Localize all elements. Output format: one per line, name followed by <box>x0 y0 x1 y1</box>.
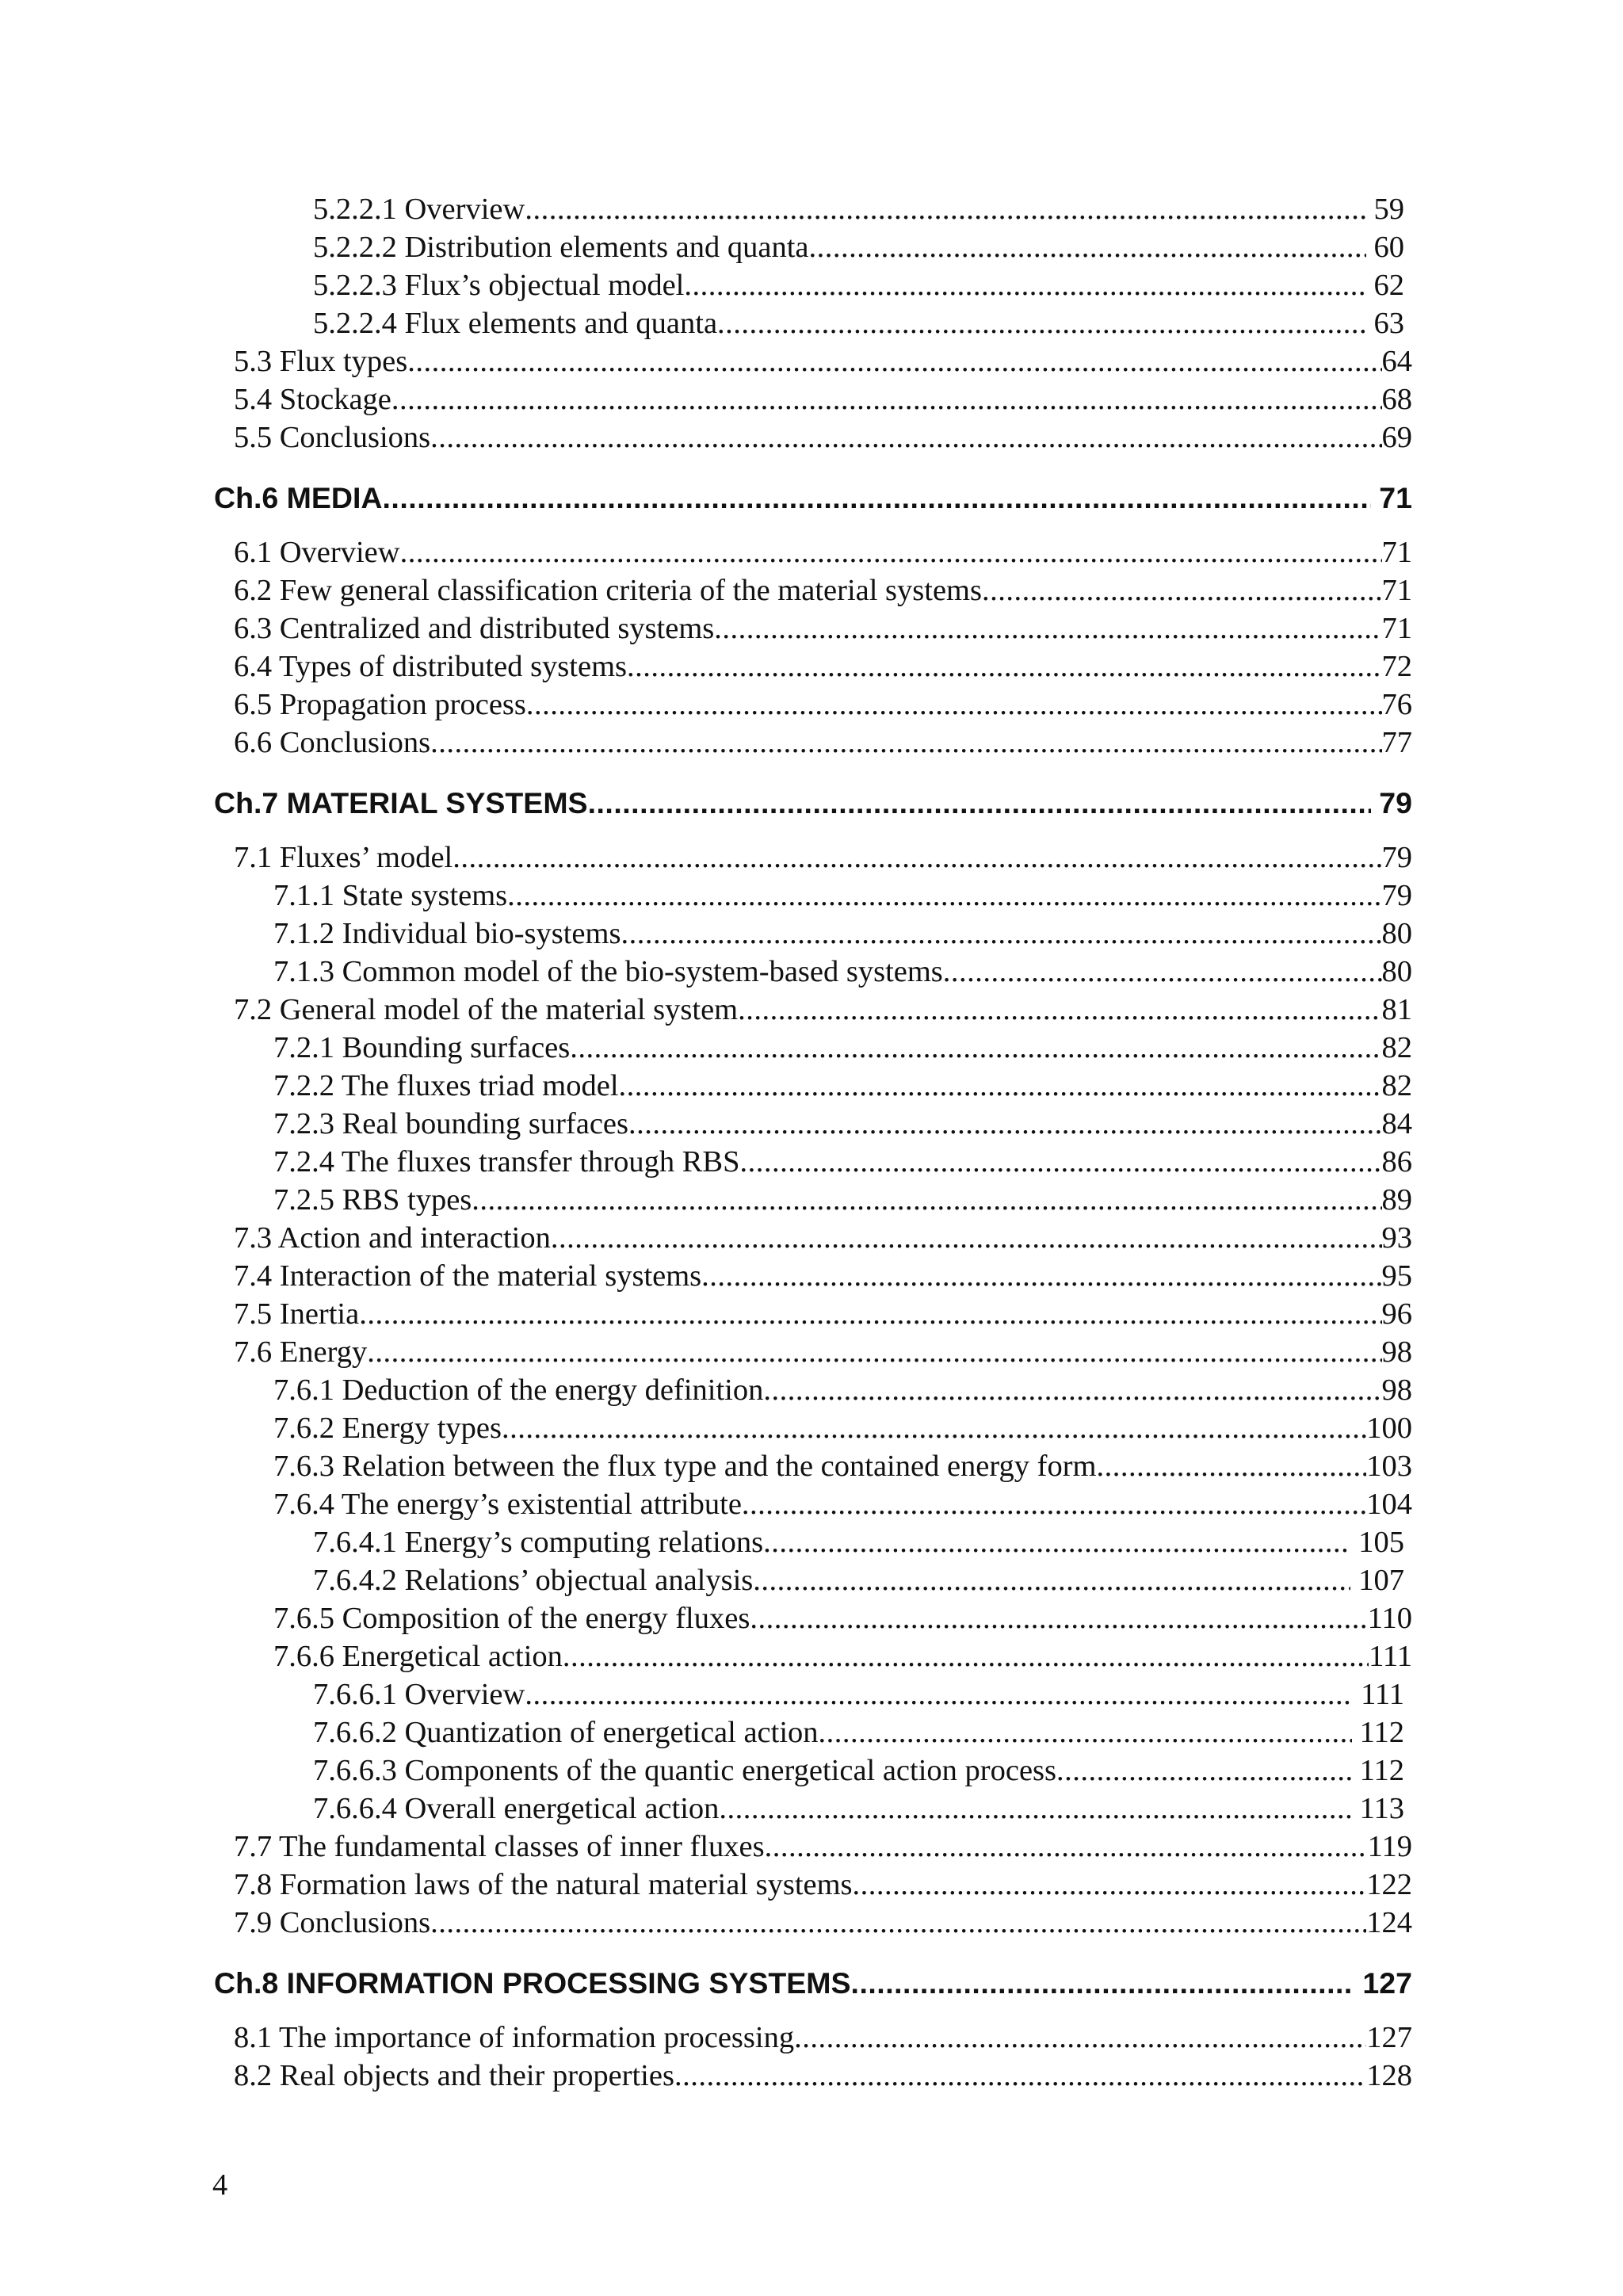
toc-entry <box>273 1637 1412 1675</box>
toc-entry <box>234 380 1412 418</box>
toc-entry-title: Ch.7 MATERIAL SYSTEMS <box>214 786 588 819</box>
toc-entry <box>234 1904 1412 1942</box>
toc-entry <box>273 1067 1412 1105</box>
toc-dot-leader <box>753 1561 1350 1599</box>
toc-dot-leader <box>525 1675 1353 1713</box>
toc-entry-page: 124 <box>1366 1906 1412 1939</box>
toc-entry-page: 111 <box>1361 1678 1404 1711</box>
toc-dot-leader <box>674 2057 1366 2095</box>
toc-dot-leader <box>563 1637 1369 1675</box>
toc-entry-title: 7.4 Interaction of the material systems <box>234 1259 702 1293</box>
toc-entry-title: 5.3 Flux types <box>234 345 408 378</box>
toc-dot-leader <box>400 533 1382 571</box>
toc-entry-title: 7.8 Formation laws of the natural material systems <box>234 1868 853 1901</box>
toc-entry-title: 7.6.6.3 Components of the quantic energetical action process <box>313 1754 1057 1787</box>
toc-entry-title: Ch.8 INFORMATION PROCESSING SYSTEMS <box>214 1966 851 2000</box>
toc-entry <box>313 266 1404 304</box>
toc-entry-title: 7.1.2 Individual bio-systems <box>273 917 621 950</box>
toc-entry <box>313 1713 1404 1752</box>
toc-dot-leader <box>809 228 1366 266</box>
toc-entry <box>273 953 1412 991</box>
toc-chapter-heading <box>214 1964 1412 2002</box>
toc-entry-page: 60 <box>1373 231 1404 264</box>
toc-entry-page: 107 <box>1358 1564 1404 1597</box>
toc-dot-leader <box>525 190 1365 228</box>
toc-entry-page: 112 <box>1359 1716 1404 1749</box>
toc-entry-title: 7.6.3 Relation between the flux type and the contained energy form <box>273 1450 1097 1483</box>
toc-dot-leader <box>507 877 1381 915</box>
toc-entry-page: 112 <box>1359 1754 1404 1787</box>
toc-entry <box>313 1523 1404 1561</box>
toc-entry-page: 59 <box>1373 193 1404 226</box>
toc-entry <box>234 1333 1412 1371</box>
toc-entry-page: 86 <box>1381 1145 1412 1179</box>
toc-entry-page: 122 <box>1366 1868 1412 1901</box>
table-of-contents <box>214 190 1412 2095</box>
toc-chapter-heading <box>214 784 1412 822</box>
toc-dot-leader <box>739 1143 1381 1181</box>
toc-entry <box>273 1599 1412 1637</box>
toc-dot-leader <box>717 304 1365 342</box>
toc-entry <box>273 1371 1412 1409</box>
toc-entry-title: 7.6.4.2 Relations’ objectual analysis <box>313 1564 754 1597</box>
toc-entry-page: 95 <box>1381 1259 1412 1293</box>
toc-entry-title: 7.6.1 Deduction of the energy definition <box>273 1373 764 1407</box>
toc-entry <box>234 991 1412 1029</box>
toc-entry-title: 7.1 Fluxes’ model <box>234 841 453 874</box>
toc-entry-page: 119 <box>1367 1830 1412 1863</box>
toc-entry-title: 8.1 The importance of information processing <box>234 2021 795 2054</box>
toc-entry <box>234 1295 1412 1333</box>
toc-entry-page: 77 <box>1381 726 1412 759</box>
toc-entry <box>273 915 1412 953</box>
toc-entry-page: 127 <box>1362 1966 1412 2000</box>
toc-entry <box>313 1561 1404 1599</box>
toc-dot-leader <box>1056 1752 1352 1790</box>
toc-entry-page: 79 <box>1379 786 1412 819</box>
toc-entry <box>313 1675 1404 1713</box>
toc-entry-title: 6.3 Centralized and distributed systems <box>234 612 715 645</box>
toc-dot-leader <box>851 1964 1355 2002</box>
toc-entry <box>234 533 1412 571</box>
toc-entry-title: 7.1.3 Common model of the bio-system-based systems <box>273 955 943 988</box>
toc-entry-title: 7.2.2 The fluxes triad model <box>273 1069 619 1102</box>
toc-entry-title: 6.2 Few general classification criteria of the material systems <box>234 574 982 607</box>
toc-dot-leader <box>765 1828 1368 1866</box>
toc-entry-page: 113 <box>1359 1792 1404 1825</box>
toc-entry <box>273 1181 1412 1219</box>
toc-entry <box>234 571 1412 609</box>
toc-entry-page: 98 <box>1381 1335 1412 1369</box>
toc-entry <box>234 1219 1412 1257</box>
toc-entry-page: 68 <box>1381 383 1412 416</box>
toc-entry <box>234 686 1412 724</box>
toc-entry-title: 7.2.1 Bounding surfaces <box>273 1031 571 1064</box>
toc-entry-page: 128 <box>1366 2059 1412 2092</box>
toc-entry-title: Ch.6 MEDIA <box>214 481 383 514</box>
toc-dot-leader <box>588 784 1372 822</box>
toc-entry-title: 5.2.2.4 Flux elements and quanta <box>313 307 718 340</box>
toc-dot-leader <box>943 953 1382 991</box>
toc-dot-leader <box>383 479 1372 517</box>
toc-entry-title: 5.5 Conclusions <box>234 421 431 454</box>
toc-entry-title: 7.9 Conclusions <box>234 1906 431 1939</box>
toc-dot-leader <box>627 648 1381 686</box>
toc-entry-page: 62 <box>1373 269 1404 302</box>
toc-entry <box>234 418 1412 457</box>
toc-dot-leader <box>367 1333 1381 1371</box>
toc-entry <box>273 1485 1412 1523</box>
toc-entry-page: 105 <box>1358 1526 1404 1559</box>
toc-entry-title: 7.6 Energy <box>234 1335 368 1369</box>
toc-entry-page: 89 <box>1381 1183 1412 1217</box>
toc-dot-leader <box>551 1219 1382 1257</box>
toc-dot-leader <box>430 1904 1366 1942</box>
toc-dot-leader <box>628 1105 1382 1143</box>
toc-entry-title: 7.6.6.4 Overall energetical action <box>313 1792 720 1825</box>
toc-entry-page: 71 <box>1381 612 1412 645</box>
toc-entry-page: 82 <box>1381 1069 1412 1102</box>
toc-entry-page: 103 <box>1366 1450 1412 1483</box>
toc-entry-title: 5.2.2.1 Overview <box>313 193 525 226</box>
toc-entry <box>313 304 1404 342</box>
toc-entry-page: 80 <box>1381 955 1412 988</box>
toc-entry-page: 110 <box>1367 1602 1412 1635</box>
toc-entry <box>273 1143 1412 1181</box>
toc-entry-page: 71 <box>1381 536 1412 569</box>
toc-entry-title: 7.6.6 Energetical action <box>273 1640 563 1673</box>
toc-dot-leader <box>763 1371 1381 1409</box>
page-number: 4 <box>212 2168 228 2202</box>
toc-dot-leader <box>453 839 1381 877</box>
toc-entry <box>234 648 1412 686</box>
toc-entry-title: 7.2.5 RBS types <box>273 1183 472 1217</box>
toc-entry <box>234 342 1412 380</box>
toc-entry-page: 100 <box>1366 1412 1412 1445</box>
toc-dot-leader <box>570 1029 1381 1067</box>
toc-entry <box>234 2019 1412 2057</box>
toc-dot-leader <box>750 1599 1367 1637</box>
toc-entry <box>273 877 1412 915</box>
toc-entry-page: 64 <box>1381 345 1412 378</box>
toc-entry-title: 7.2.4 The fluxes transfer through RBS <box>273 1145 740 1179</box>
toc-dot-leader <box>407 342 1381 380</box>
toc-entry <box>273 1105 1412 1143</box>
toc-dot-leader <box>982 571 1382 609</box>
toc-dot-leader <box>1096 1447 1366 1485</box>
toc-entry-page: 72 <box>1381 650 1412 683</box>
toc-dot-leader <box>502 1409 1366 1447</box>
toc-dot-leader <box>742 1485 1366 1523</box>
toc-entry-page: 79 <box>1381 841 1412 874</box>
toc-entry <box>234 839 1412 877</box>
toc-dot-leader <box>719 1790 1351 1828</box>
toc-entry <box>273 1029 1412 1067</box>
toc-entry-page: 63 <box>1373 307 1404 340</box>
toc-entry-page: 76 <box>1381 688 1412 721</box>
toc-chapter-heading <box>214 479 1412 517</box>
toc-dot-leader <box>701 1257 1381 1295</box>
toc-dot-leader <box>430 418 1381 457</box>
toc-dot-leader <box>430 724 1381 762</box>
toc-entry-page: 71 <box>1381 574 1412 607</box>
toc-entry-title: 7.5 Inertia <box>234 1297 360 1331</box>
toc-entry-page: 69 <box>1381 421 1412 454</box>
toc-entry <box>234 2057 1412 2095</box>
toc-entry-page: 81 <box>1381 993 1412 1026</box>
toc-entry-title: 7.6.4 The energy’s existential attribute <box>273 1488 742 1521</box>
toc-dot-leader <box>684 266 1365 304</box>
toc-entry-page: 96 <box>1381 1297 1412 1331</box>
toc-entry <box>313 228 1404 266</box>
toc-entry-title: 7.3 Action and interaction <box>234 1221 551 1255</box>
toc-entry-title: 7.2 General model of the material system <box>234 993 739 1026</box>
toc-dot-leader <box>794 2019 1366 2057</box>
toc-dot-leader <box>621 915 1381 953</box>
toc-dot-leader <box>526 686 1382 724</box>
toc-entry-title: 7.6.2 Energy types <box>273 1412 502 1445</box>
toc-dot-leader <box>472 1181 1381 1219</box>
toc-entry-page: 79 <box>1381 879 1412 912</box>
toc-entry-title: 7.7 The fundamental classes of inner fluxes <box>234 1830 765 1863</box>
toc-entry-page: 80 <box>1381 917 1412 950</box>
toc-entry-page: 98 <box>1381 1373 1412 1407</box>
toc-dot-leader <box>359 1295 1381 1333</box>
toc-entry <box>234 724 1412 762</box>
toc-entry <box>313 190 1404 228</box>
toc-entry <box>313 1790 1404 1828</box>
toc-entry <box>313 1752 1404 1790</box>
toc-entry <box>234 1866 1412 1904</box>
toc-entry <box>234 1828 1412 1866</box>
toc-entry-title: 8.2 Real objects and their properties <box>234 2059 674 2092</box>
toc-entry-page: 93 <box>1381 1221 1412 1255</box>
toc-entry-page: 111 <box>1369 1640 1412 1673</box>
toc-entry-page: 127 <box>1366 2021 1412 2054</box>
toc-dot-leader <box>763 1523 1350 1561</box>
toc-entry-title: 7.6.5 Composition of the energy fluxes <box>273 1602 750 1635</box>
toc-entry-page: 84 <box>1381 1107 1412 1140</box>
toc-entry-title: 7.1.1 State systems <box>273 879 508 912</box>
toc-entry <box>234 609 1412 648</box>
toc-entry-page: 71 <box>1379 481 1412 514</box>
toc-entry-page: 104 <box>1366 1488 1412 1521</box>
toc-entry-title: 5.2.2.2 Distribution elements and quanta <box>313 231 809 264</box>
toc-entry-title: 6.6 Conclusions <box>234 726 431 759</box>
toc-entry <box>273 1409 1412 1447</box>
toc-entry-title: 6.5 Propagation process <box>234 688 526 721</box>
toc-dot-leader <box>853 1866 1367 1904</box>
toc-entry <box>234 1257 1412 1295</box>
toc-entry-title: 6.1 Overview <box>234 536 400 569</box>
toc-entry-page: 82 <box>1381 1031 1412 1064</box>
toc-entry-title: 7.6.6.1 Overview <box>313 1678 525 1711</box>
toc-entry-title: 5.4 Stockage <box>234 383 391 416</box>
toc-entry-title: 5.2.2.3 Flux’s objectual model <box>313 269 685 302</box>
toc-entry-title: 7.6.4.1 Energy’s computing relations <box>313 1526 764 1559</box>
toc-dot-leader <box>619 1067 1382 1105</box>
toc-entry <box>273 1447 1412 1485</box>
toc-entry-title: 6.4 Types of distributed systems <box>234 650 628 683</box>
toc-entry-title: 7.6.6.2 Quantization of energetical action <box>313 1716 819 1749</box>
toc-dot-leader <box>714 609 1381 648</box>
toc-dot-leader <box>391 380 1382 418</box>
toc-dot-leader <box>819 1713 1352 1752</box>
toc-entry-title: 7.2.3 Real bounding surfaces <box>273 1107 628 1140</box>
toc-dot-leader <box>738 991 1381 1029</box>
